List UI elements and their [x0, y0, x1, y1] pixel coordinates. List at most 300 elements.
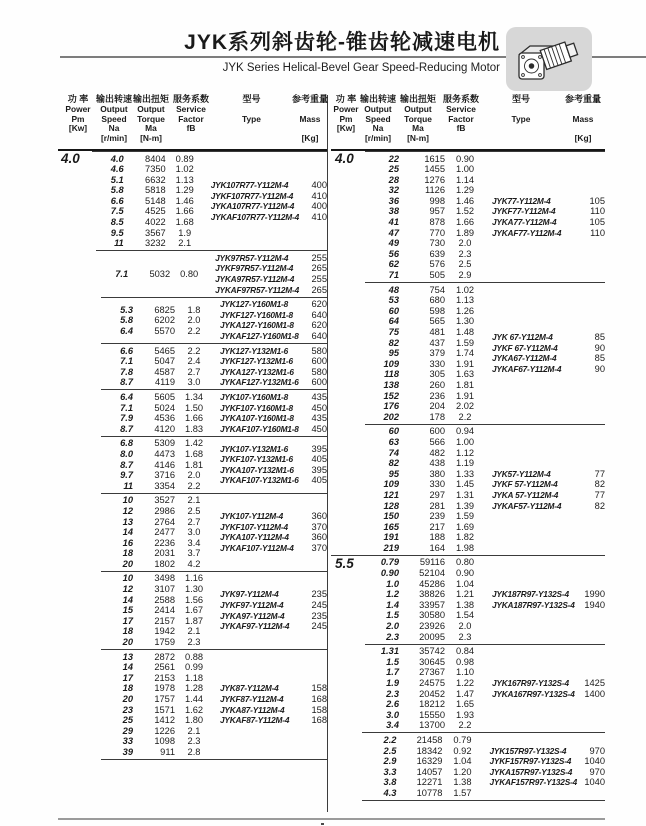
service-factor-value: 2.2: [187, 345, 201, 356]
torque-value: 998: [429, 195, 445, 206]
speed-torque-factor-rows: [365, 154, 485, 281]
header-line: Type: [511, 113, 531, 124]
table-row: [365, 412, 485, 423]
power-value: [331, 424, 365, 426]
table-row: [365, 238, 485, 249]
service-factor-value: 1.57: [453, 787, 472, 798]
header-line: 输出扭矩: [132, 94, 169, 104]
table-row: [101, 626, 213, 637]
type-row: [489, 767, 605, 778]
speed-value: 14: [122, 594, 133, 605]
type-name: JYKA107R77-Y112M-4: [210, 201, 295, 212]
type-name: JYK77-Y112M-4: [492, 195, 551, 206]
service-factor-value: 2.8: [187, 746, 201, 757]
service-factor-value: 1.68: [175, 217, 194, 228]
header-cell: [481, 95, 561, 148]
service-factor-value: 1.68: [184, 448, 204, 459]
speed-value: 64: [388, 316, 399, 327]
header-line: fB: [456, 123, 466, 134]
mass-value: 110: [590, 227, 605, 238]
table-row: [101, 481, 213, 492]
torque-value: 5465: [154, 345, 175, 356]
type-row: [220, 683, 327, 694]
torque-value: 437: [429, 337, 445, 348]
header-line: Factor: [448, 113, 474, 124]
type-name: JYKAF97-Y112M-4: [220, 621, 290, 632]
table-row: [365, 391, 485, 402]
torque-value: 2031: [154, 548, 175, 559]
torque-value: 438: [429, 458, 445, 469]
page-title: JYK系列斜齿轮-锥齿轮减速电机: [184, 31, 500, 54]
speed-value: 7.1: [120, 356, 133, 367]
torque-value: 1942: [154, 626, 175, 637]
torque-value: 379: [429, 348, 445, 359]
torque-value: 1802: [154, 558, 175, 569]
mass-value: 158: [311, 683, 327, 694]
service-factor-value: 2.1: [187, 495, 201, 506]
torque-value: 7350: [145, 164, 166, 175]
type-name: JYKAF77-Y112M-4: [492, 227, 562, 238]
speed-value: 4.6: [110, 164, 124, 175]
speed-value: 2.5: [383, 745, 397, 756]
table-row: [101, 595, 213, 606]
service-factor-value: 1.87: [184, 615, 204, 626]
torque-value: 1759: [154, 637, 175, 648]
table-row: [365, 522, 485, 533]
header-line: Output: [100, 103, 128, 114]
group-content: [101, 493, 327, 571]
header-line: [Kw]: [336, 123, 356, 134]
type-row: [220, 694, 327, 705]
speed-torque-factor-rows: [96, 269, 208, 280]
type-row: [489, 746, 605, 757]
table-row: [362, 735, 482, 746]
torque-value: 911: [160, 746, 175, 757]
service-factor-value: 1.38: [453, 777, 472, 788]
table-row: [92, 196, 204, 207]
speed-value: 18: [122, 548, 133, 559]
table-row: [96, 269, 208, 280]
speed-value: 20: [122, 637, 133, 648]
mass-value: 435: [311, 413, 327, 424]
torque-value: 2414: [154, 605, 175, 616]
spec-group: [58, 297, 327, 343]
service-factor-value: 1.12: [455, 447, 475, 458]
torque-value: 15550: [419, 709, 445, 720]
table-row: [365, 380, 485, 391]
service-factor-value: 1.66: [184, 413, 204, 424]
type-row: [220, 392, 327, 403]
type-list: [213, 444, 327, 486]
header-line: Output: [137, 103, 165, 114]
type-name: JYKA187R97-Y132S-4: [492, 599, 575, 610]
type-list: [213, 589, 327, 631]
speed-value: 10: [122, 495, 133, 506]
table-row: [101, 424, 213, 435]
torque-value: 3716: [154, 470, 175, 481]
torque-value: 45286: [419, 578, 445, 589]
table-row: [365, 228, 485, 239]
torque-value: 639: [429, 248, 445, 259]
table-row: [92, 185, 204, 196]
speed-torque-factor-rows: [101, 495, 213, 569]
speed-value: 109: [383, 358, 399, 369]
torque-value: 30580: [419, 610, 445, 621]
service-factor-value: 1.81: [184, 459, 204, 470]
table-row: [92, 217, 204, 228]
type-name: JYKA87-Y112M-4: [220, 704, 285, 715]
type-row: [220, 299, 327, 310]
spec-group: [331, 732, 605, 801]
table-row: [101, 403, 213, 414]
torque-value: 5818: [145, 185, 166, 196]
mass-value: 265: [311, 263, 327, 274]
table-row: [365, 720, 485, 731]
speed-value: 3.0: [386, 709, 399, 720]
mass-value: 405: [311, 475, 327, 486]
service-factor-value: 1.52: [455, 206, 475, 217]
mass-value: 158: [311, 704, 327, 715]
mass-value: 970: [589, 766, 605, 777]
speed-value: 62: [388, 259, 399, 270]
speed-value: 1.31: [380, 646, 399, 657]
table-row: [101, 495, 213, 506]
header-line: [Kg]: [574, 133, 592, 144]
header-line: [r/min]: [364, 133, 392, 144]
speed-value: 82: [388, 458, 399, 469]
table-row: [101, 413, 213, 424]
type-name: JYK127-Y160M1-8: [220, 299, 289, 310]
table-header-row: [58, 95, 327, 151]
type-name: JYK 67-Y112M-4: [492, 332, 553, 343]
type-name: JYKAF107-Y160M1-8: [220, 423, 299, 434]
torque-value: 5309: [154, 438, 175, 449]
type-row: [220, 424, 327, 435]
type-list: [485, 196, 605, 238]
torque-value: 305: [429, 369, 445, 380]
torque-value: 6632: [145, 174, 166, 185]
speed-value: 75: [388, 327, 399, 337]
speed-value: 6.6: [110, 195, 124, 206]
torque-value: 178: [429, 411, 445, 422]
service-factor-value: 0.94: [455, 426, 475, 437]
table-center-divider: [327, 95, 328, 812]
table-row: [365, 259, 485, 270]
torque-value: 188: [429, 532, 445, 543]
torque-value: 566: [429, 436, 445, 447]
service-factor-value: 1.54: [455, 610, 475, 621]
table-row: [365, 479, 485, 490]
header-cell: [96, 94, 133, 148]
type-name: JYKAF87-Y112M-4: [220, 715, 290, 726]
speed-value: 3.8: [383, 777, 397, 788]
spec-group: [58, 151, 327, 250]
mass-value: 90: [594, 364, 605, 375]
header-line: [N-m]: [407, 133, 429, 144]
group-content: [101, 436, 327, 493]
mass-value: 245: [311, 599, 327, 610]
torque-value: 770: [429, 227, 445, 238]
speed-value: 11: [123, 480, 133, 491]
service-factor-value: 1.89: [455, 227, 475, 238]
torque-value: 18342: [416, 745, 443, 756]
header-line: Type: [242, 113, 261, 124]
table-row: [101, 346, 213, 357]
table-row: [365, 348, 485, 359]
type-row: [489, 756, 605, 767]
service-factor-value: 1.04: [453, 756, 472, 767]
service-factor-value: 0.88: [184, 651, 204, 662]
torque-value: 20095: [419, 631, 445, 642]
type-name: JYKF77-Y112M-4: [492, 206, 556, 217]
header-cell: [172, 95, 210, 148]
table-row: [365, 270, 485, 281]
table-row: [365, 469, 485, 480]
header-cell: [293, 95, 327, 148]
speed-value: 9.5: [110, 227, 124, 238]
torque-value: 12271: [416, 777, 443, 788]
mass-value: 168: [311, 715, 327, 726]
speed-value: 3.3: [383, 766, 397, 777]
torque-value: 576: [429, 259, 445, 270]
torque-value: 482: [429, 447, 445, 458]
service-factor-value: 0.84: [455, 646, 475, 657]
speed-value: 47: [388, 227, 399, 238]
speed-value: 5.8: [110, 185, 124, 196]
torque-value: 1455: [424, 164, 445, 175]
header-line: 参考重量: [292, 94, 329, 104]
type-name: JYK187R97-Y132S-4: [492, 589, 569, 600]
service-factor-value: 1.00: [455, 436, 475, 447]
table-row: [101, 392, 213, 403]
type-row: [220, 589, 327, 600]
speed-value: 0.90: [380, 568, 399, 579]
mass-value: 410: [311, 190, 327, 201]
service-factor-value: 1.80: [184, 715, 204, 726]
table-row: [101, 315, 213, 326]
service-factor-value: 1.66: [175, 206, 194, 217]
torque-value: 957: [429, 206, 445, 217]
torque-value: 730: [429, 238, 445, 249]
table-header-row: [331, 95, 605, 151]
table-row: [365, 338, 485, 349]
speed-torque-factor-rows: [365, 557, 485, 642]
table-row: [365, 285, 485, 296]
table-row: [365, 327, 485, 338]
speed-value: 121: [383, 489, 399, 500]
speed-value: 13: [122, 651, 133, 662]
speed-value: 0.79: [380, 557, 399, 568]
table-row: [362, 788, 482, 799]
mass-value: 360: [311, 511, 327, 522]
table-row: [365, 543, 485, 554]
power-value: 4.0: [335, 151, 354, 166]
mass-value: 580: [311, 366, 327, 377]
table-row: [365, 621, 485, 632]
type-row: [220, 543, 327, 554]
type-name: JYKF107-Y160M1-8: [220, 402, 293, 413]
table-row: [101, 694, 213, 705]
speed-value: 1.4: [386, 599, 399, 610]
speed-value: 2.0: [386, 621, 399, 632]
table-row: [92, 154, 204, 165]
torque-value: 33957: [419, 599, 445, 610]
header-line: Service: [446, 103, 476, 114]
torque-value: 4536: [154, 413, 175, 424]
type-row: [215, 263, 327, 274]
type-row: [220, 356, 327, 367]
torque-value: 24575: [419, 678, 445, 688]
type-row: [220, 621, 327, 632]
speed-value: 23: [122, 704, 133, 715]
type-row: [492, 689, 605, 700]
mass-value: 395: [311, 464, 327, 475]
type-list: [213, 392, 327, 434]
mass-value: 1040: [584, 756, 605, 767]
speed-value: 7.8: [120, 366, 133, 377]
table-row: [92, 164, 204, 175]
speed-value: 7.5: [110, 206, 124, 217]
service-factor-value: 1.00: [455, 164, 475, 175]
service-factor-value: 2.9: [458, 270, 472, 281]
table-row: [101, 527, 213, 538]
torque-value: 1978: [154, 683, 175, 694]
type-name: JYKF127-Y132M1-6: [220, 356, 293, 367]
type-list: [482, 746, 605, 788]
torque-value: 330: [429, 479, 445, 490]
speed-value: 82: [388, 337, 399, 348]
table-row: [365, 600, 485, 611]
type-name: JYK167R97-Y132S-4: [492, 678, 569, 688]
table-row: [101, 559, 213, 570]
torque-value: 4120: [154, 423, 175, 434]
service-factor-value: 1.91: [455, 358, 475, 369]
table-row: [365, 295, 485, 306]
speed-torque-factor-rows: [101, 305, 213, 337]
table-row: [365, 532, 485, 543]
speed-value: 8.7: [120, 459, 133, 470]
table-row: [365, 426, 485, 437]
torque-value: 5605: [154, 391, 175, 402]
type-name: JYK107-Y112M-4: [220, 511, 283, 522]
type-list: [485, 589, 605, 610]
service-factor-value: 2.0: [187, 315, 201, 326]
speed-value: 36: [388, 195, 399, 206]
speed-value: 8.0: [120, 448, 133, 459]
power-value: [58, 571, 101, 573]
torque-value: 59116: [419, 557, 445, 568]
mass-value: 82: [594, 500, 605, 511]
mass-value: 600: [311, 356, 327, 367]
type-name: JYKAF97R57-Y112M-4: [215, 284, 299, 295]
torque-value: 6825: [154, 304, 175, 315]
type-row: [220, 465, 327, 476]
type-name: JYKA127-Y160M1-8: [220, 320, 294, 331]
service-factor-value: 2.5: [458, 259, 472, 270]
mass-value: 168: [311, 694, 327, 704]
type-name: JYKA97R57-Y112M-4: [215, 274, 295, 285]
type-name: JYKF 67-Y112M-4: [492, 342, 558, 353]
group-content: [101, 343, 327, 389]
type-list: [213, 346, 327, 388]
mass-value: 640: [311, 309, 327, 320]
mass-value: 1940: [584, 599, 605, 610]
header-cell: [130, 95, 172, 148]
service-factor-value: 1.46: [175, 195, 194, 206]
type-row: [492, 364, 605, 375]
group-content: [365, 556, 605, 644]
type-name: JYKAF107-Y132M1-6: [220, 475, 299, 486]
torque-value: 6202: [154, 315, 175, 326]
type-name: JYKAF157R97-Y132S-4: [489, 777, 577, 788]
type-row: [492, 589, 605, 600]
spec-group: [331, 555, 605, 644]
torque-value: 13700: [419, 720, 445, 731]
gearmotor-icon: [512, 32, 586, 86]
type-name: JYKA97-Y112M-4: [220, 610, 285, 621]
service-factor-value: 0.92: [453, 745, 472, 756]
type-row: [220, 600, 327, 611]
torque-value: 3107: [154, 584, 175, 595]
speed-torque-factor-rows: [101, 346, 213, 388]
type-row: [492, 469, 605, 480]
type-row: [492, 678, 605, 689]
speed-value: 41: [388, 217, 399, 228]
torque-value: 217: [429, 521, 445, 532]
speed-value: 6.6: [120, 345, 133, 356]
type-row: [492, 343, 605, 354]
type-name: JYK97R57-Y112M-4: [215, 252, 289, 263]
service-factor-value: 2.1: [187, 626, 201, 637]
service-factor-value: 2.3: [458, 248, 472, 259]
type-name: JYK127-Y132M1-6: [220, 345, 289, 356]
type-list: [485, 332, 605, 374]
type-row: [220, 403, 327, 414]
table-row: [365, 646, 485, 657]
power-value: [331, 644, 365, 646]
header-line: Mass: [572, 113, 594, 124]
group-content: [101, 649, 327, 760]
type-row: [492, 196, 605, 207]
service-factor-value: 2.1: [178, 238, 192, 249]
type-name: JYK97-Y112M-4: [220, 589, 279, 600]
header-cell: [331, 95, 361, 148]
mass-value: 105: [589, 195, 605, 206]
speed-value: 25: [388, 164, 399, 175]
torque-value: 3354: [154, 480, 175, 491]
torque-value: 1126: [425, 185, 445, 196]
torque-value: 878: [429, 217, 445, 228]
type-row: [220, 346, 327, 357]
speed-value: 1.0: [386, 578, 399, 589]
type-row: [220, 705, 327, 716]
spec-group: [331, 282, 605, 424]
service-factor-value: 2.0: [187, 470, 201, 481]
type-name: JYKA107-Y132M1-6: [220, 464, 294, 475]
header-line: Output: [364, 103, 392, 114]
service-factor-value: 2.2: [458, 411, 472, 422]
table-row: [101, 506, 213, 517]
table-row: [365, 699, 485, 710]
header-cell: [210, 95, 293, 148]
service-factor-value: 1.14: [455, 174, 475, 185]
torque-value: 38826: [419, 589, 445, 600]
group-content: [365, 282, 605, 424]
mass-value: 235: [311, 610, 327, 621]
service-factor-value: 1.98: [455, 542, 475, 553]
torque-value: 565: [429, 316, 445, 327]
speed-value: 14: [122, 662, 133, 673]
